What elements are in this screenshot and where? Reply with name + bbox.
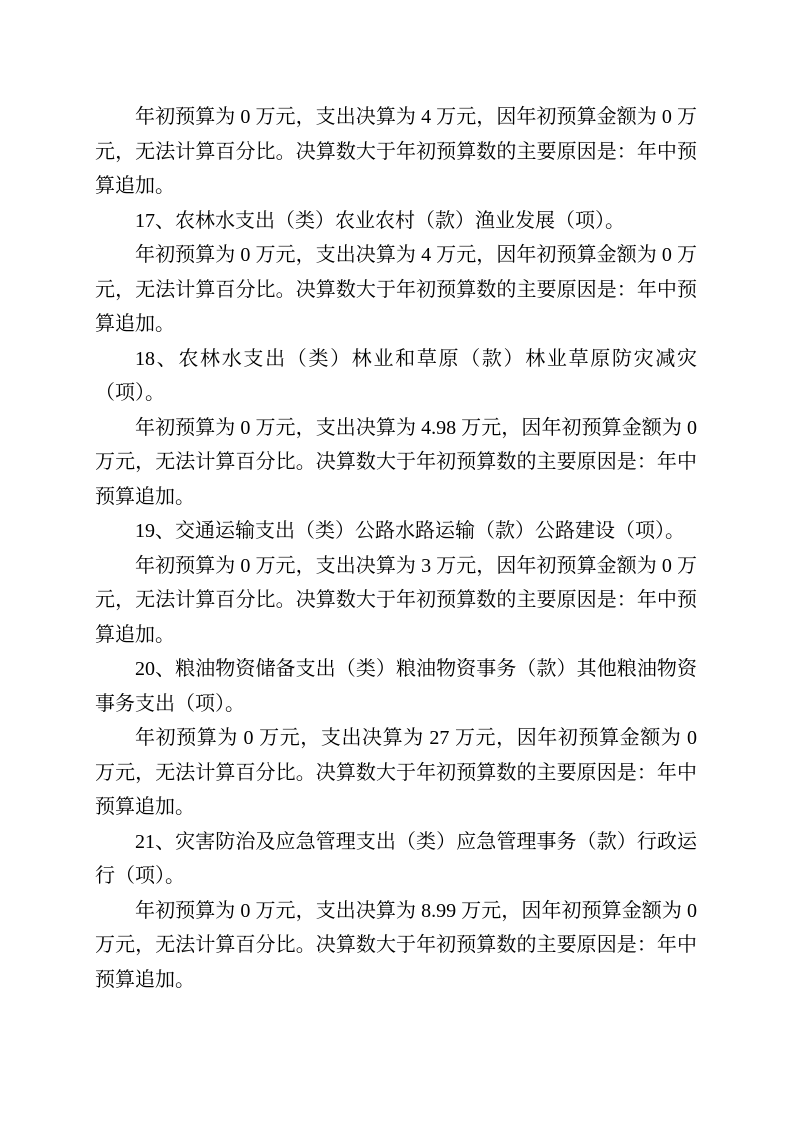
item-heading-17: 17、农林水支出（类）农业农村（款）渔业发展（项）。: [135, 209, 625, 232]
body-paragraph: 年初预算为 0 万元，支出决算为 4.98 万元，因年初预算金额为 0 万元，无法计算百分比。决算数大于年初预算数的主要原因是：年中预算追加。: [95, 416, 697, 508]
body-paragraph: 年初预算为 0 万元，支出决算为 4 万元，因年初预算金额为 0 万元，无法计算百分比。决算数大于年初预算数的主要原因是：年中预算追加。: [95, 244, 697, 335]
body-paragraph: 年初预算为 0 万元，支出决算为 3 万元，因年初预算金额为 0 万元，无法计算百分比。决算数大于年初预算数的主要原因是：年中预算追加。: [95, 554, 697, 646]
body-paragraph: 年初预算为 0 万元，支出决算为 27 万元，因年初预算金额为 0 万元，无法计算百分比。决算数大于年初预算数的主要原因是：年中预算追加。: [95, 727, 697, 818]
text-block: [95, 100, 697, 997]
body-paragraph: 年初预算为 0 万元，支出决算为 8.99 万元，因年初预算金额为 0 万元，无法计算百分比。决算数大于年初预算数的主要原因是：年中预算追加。: [95, 899, 697, 991]
item-heading-19: 19、交通运输支出（类）公路水路运输（款）公路建设（项）。: [135, 520, 685, 542]
body-paragraph: 年初预算为 0 万元，支出决算为 4 万元，因年初预算金额为 0 万元，无法计算百分比。决算数大于年初预算数的主要原因是：年中预算追加。: [95, 106, 697, 197]
item-heading-20: 20、粮油物资储备支出（类）粮油物资事务（款）其他粮油物资事务支出（项）。: [95, 658, 697, 715]
item-heading-18: 18、农林水支出（类）林业和草原（款）林业草原防灾减灾（项）。: [95, 347, 697, 404]
item-heading-21: 21、灾害防治及应急管理支出（类）应急管理事务（款）行政运行（项）。: [95, 830, 697, 887]
